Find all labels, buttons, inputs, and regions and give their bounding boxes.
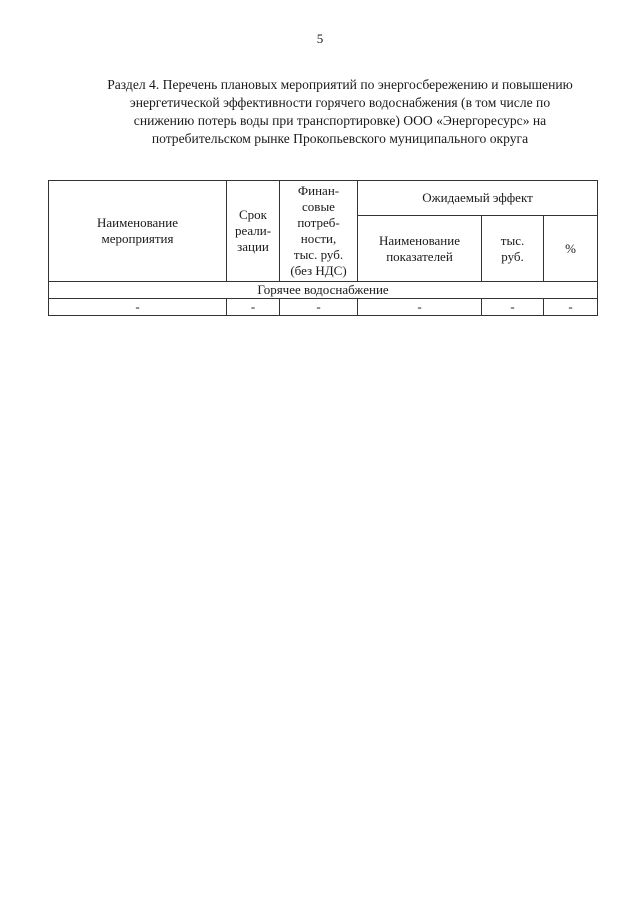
table-cell: - bbox=[227, 299, 280, 316]
section-title-line: снижению потерь воды при транспортировке) ООО «Энергоресурс» на bbox=[133, 113, 547, 128]
page-number: 5 bbox=[316, 31, 324, 46]
header-expected-effect: Ожидаемый эффект bbox=[358, 181, 598, 216]
table-cell: - bbox=[482, 299, 544, 316]
group-label-hot-water: Горячее водоснабжение bbox=[49, 282, 598, 299]
header-thousand-rub: тыс. руб. bbox=[482, 216, 544, 282]
section-title-line: потребительском рынке Прокопьевского муниципального округа bbox=[151, 131, 529, 146]
table-cell: - bbox=[544, 299, 598, 316]
header-implementation-term: Срок реали- зации bbox=[227, 181, 280, 282]
section-title-line: энергетической эффективности горячего водоснабжения (в том числе по bbox=[129, 95, 551, 110]
section-title-line: Раздел 4. Перечень плановых мероприятий по энергосбережению и повышению bbox=[107, 77, 573, 92]
header-measure-name: Наименование мероприятия bbox=[49, 181, 227, 282]
table-cell: - bbox=[358, 299, 482, 316]
header-percent: % bbox=[544, 216, 598, 282]
header-financial-needs: Финан- совые потреб- ности, тыс. руб. (без НДС) bbox=[280, 181, 358, 282]
table-row bbox=[49, 299, 598, 316]
measures-table bbox=[48, 180, 598, 316]
header-indicator-name: Наименование показателей bbox=[358, 216, 482, 282]
section-title bbox=[40, 76, 640, 148]
table-cell: - bbox=[49, 299, 227, 316]
table-cell: - bbox=[280, 299, 358, 316]
